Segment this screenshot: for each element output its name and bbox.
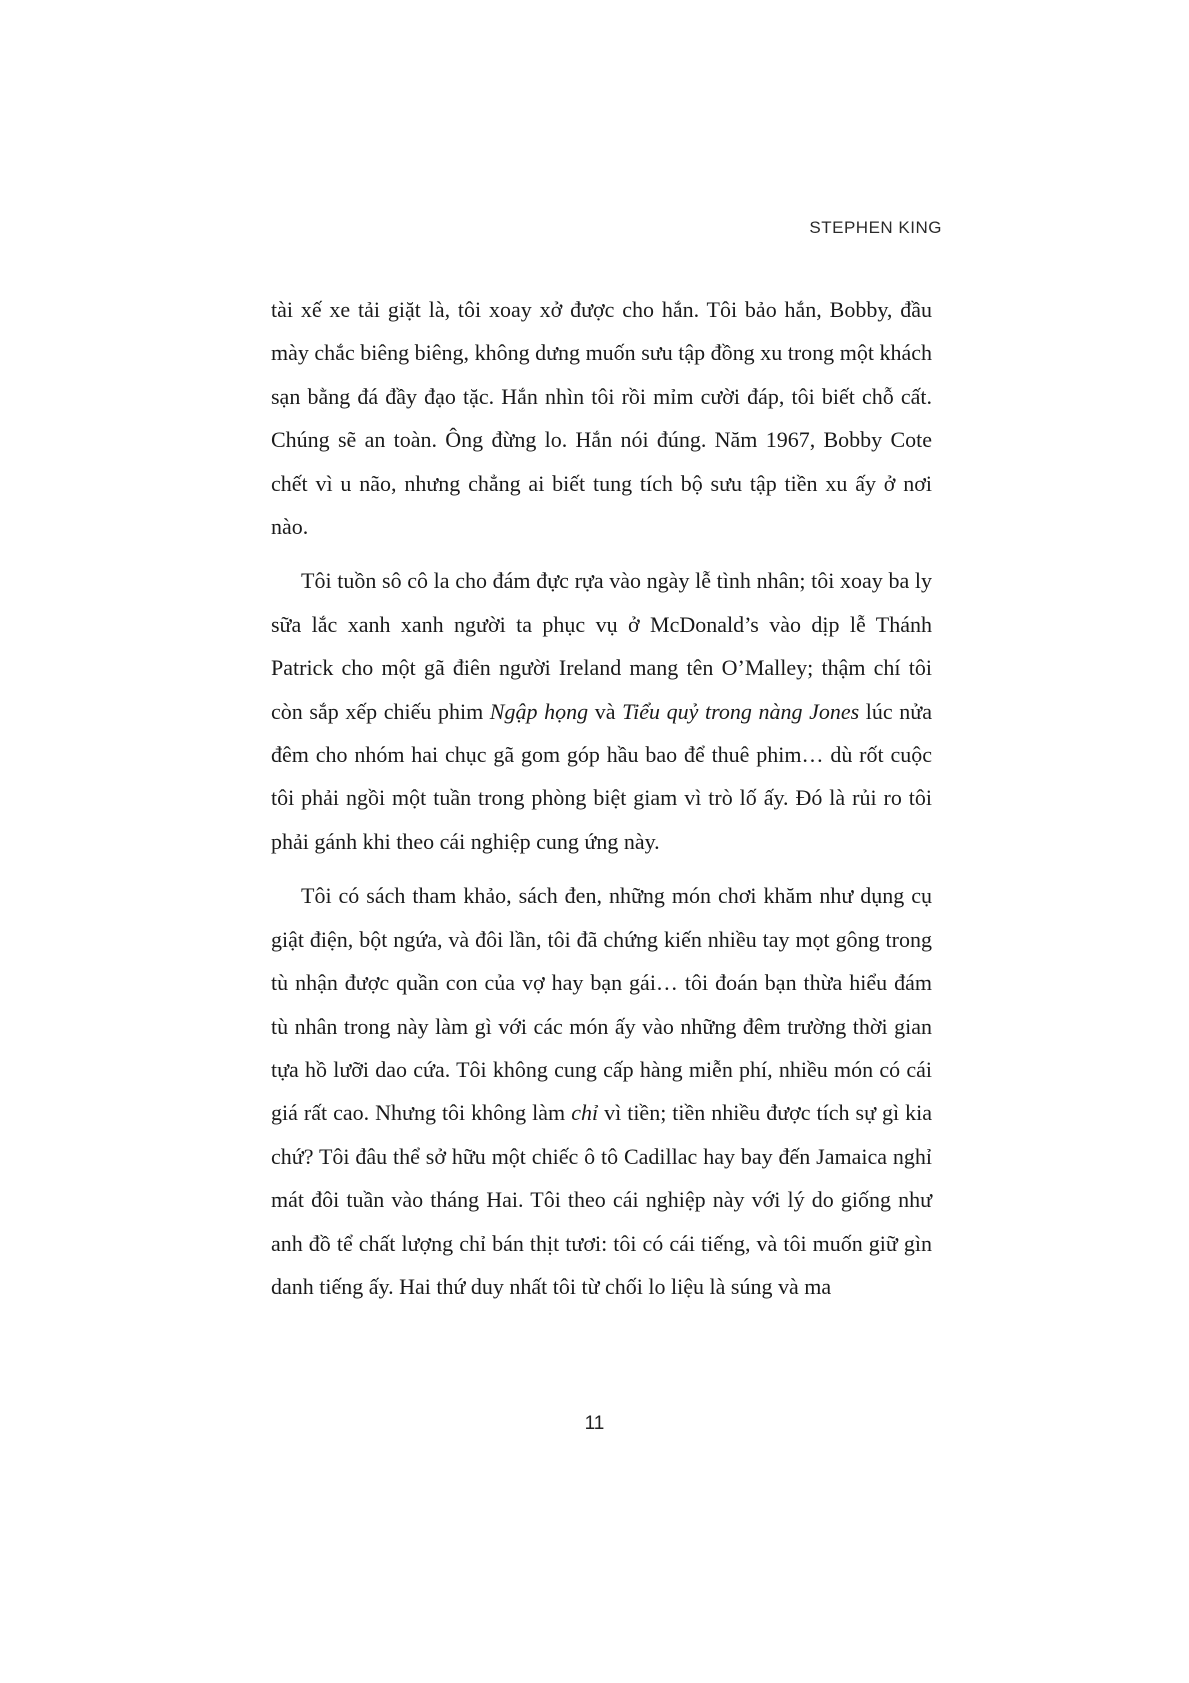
paragraph-2-part-b: và (588, 698, 623, 724)
paragraph-3-part-a: Tôi có sách tham khảo, sách đen, những món chơi khăm như dụng cụ giật điện, bột ngứa, và đôi lần, tôi đã chứng kiến nhiều tay mọt gông trong tù nhận được quần con của vợ hay bạn gái… tôi đoán bạn thừa hiểu đám tù nhân trong này làm gì với các món ấy vào những đêm trường thời gian tựa hồ lưỡi dao cứa. Tôi không cung cấp hàng miễn phí, nhiều món có cái giá rất cao. Nhưng tôi không làm (271, 883, 932, 1126)
paragraph-1: tài xế xe tải giặt là, tôi xoay xở được cho hắn. Tôi bảo hắn, Bobby, đầu mày chắc biêng biêng, không dưng muốn sưu tập đồng xu trong một khách sạn bằng đá đầy đạo tặc. Hắn nhìn tôi rồi mỉm cười đáp, tôi biết chỗ cất. Chúng sẽ an toàn. Ông đừng lo. Hắn nói đúng. Năm 1967, Bobby Cote chết vì u não, nhưng chẳng ai biết tung tích bộ sưu tập tiền xu ấy ở nơi nào. (271, 297, 932, 540)
body-text (271, 288, 932, 1319)
film-title-1: Ngập họng (489, 698, 589, 724)
paragraph-3-part-b: vì tiền; tiền nhiều được tích sự gì kia chứ? Tôi đâu thể sở hữu một chiếc ô tô Cadillac hay bay đến Jamaica nghỉ mát đôi tuần vào tháng Hai. Tôi theo cái nghiệp này với lý do giống như anh đồ tể chất lượng chỉ bán thịt tươi: tôi có cái tiếng, và tôi muốn giữ gìn danh tiếng ấy. Hai thứ duy nhất tôi từ chối lo liệu là súng và ma (271, 1100, 932, 1299)
paragraph-2-part-c: lúc nửa đêm cho nhóm hai chục gã gom góp hầu bao để thuê phim… dù rốt cuộc tôi phải ngồi một tuần trong phòng biệt giam vì trò lố ấy. Đó là rủi ro tôi phải gánh khi theo cái nghiệp cung ứng này. (271, 698, 932, 854)
paragraph-2 (271, 559, 932, 863)
running-head-author: STEPHEN KING (809, 218, 942, 237)
paragraph-3 (271, 874, 932, 1308)
paragraph-2-part-a: Tôi tuồn sô cô la cho đám đực rựa vào ngày lễ tình nhân; tôi xoay ba ly sữa lắc xanh xanh người ta phục vụ ở McDonald’s vào dịp lễ Thánh Patrick cho một gã điên người Ireland mang tên O’Malley; thậm chí tôi còn sắp xếp chiếu phim (271, 568, 932, 724)
emphasis-word: chỉ (571, 1100, 599, 1126)
page-number: 11 (584, 1413, 605, 1434)
film-title-2: Tiểu quỷ trong nàng Jones (622, 698, 860, 724)
